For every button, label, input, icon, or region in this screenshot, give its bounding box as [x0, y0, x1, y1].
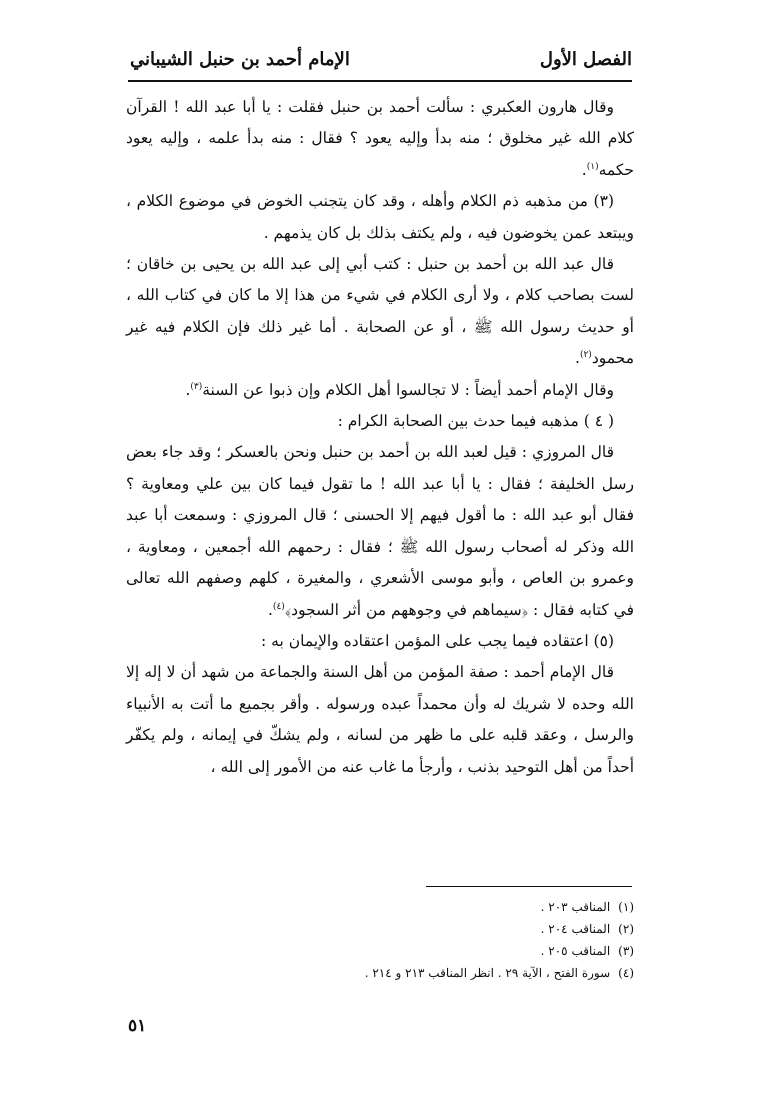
page-number: ٥١ — [128, 1016, 147, 1036]
paragraph-la-tujalisu: وقال الإمام أحمد أيضاً : لا تجالسوا أهل الكلام وإن ذبوا عن السنة$^{(٣)}$. — [185, 380, 614, 399]
footnote-ref-3: (٣) — [190, 381, 203, 392]
section-5-heading: (٥) اعتقاده فيما يجب على المؤمن اعتقاده والإيمان به : — [261, 631, 614, 650]
footnote-2: (٢) المناقب ٢٠٤ . — [540, 922, 634, 936]
header-divider — [128, 80, 632, 82]
paragraph-marwazi: قال المروزي : قيل لعبد الله بن أحمد بن حنبل ونحن بالعسكر ؛ وقد جاء بعض رسل الخليفة ؛ فقال : يا أبا عبد الله ! ما تقول فيما كان بين علي ومعاوية ؟ فقال أبو عبد الله : ما أقول فيهم إلا الحسنى ؛ قال المروزي : وسمعت أبا عبد الله وذكر له أصحاب رسول الله ﷺ ؛ فقال : رحمهم الله أجمعين ، ومعاوية ، وعمرو بن العاص ، وأبو موسى الأشعري ، والمغيرة ، كلهم وصفهم الله تعالى في كتابه فقال : ﴿سيماهم في وجوههم من أثر السجود﴾$^{(٤)}$. — [126, 443, 634, 619]
footnote-4: (٤) سورة الفتح ، الآية ٢٩ . انظر المناقب ٢١٣ و ٢١٤ . — [364, 966, 634, 980]
paragraph-sifat-al-mumin: قال الإمام أحمد : صفة المؤمن من أهل السنة والجماعة من شهد أن لا إله إلا الله وحده لا شريك له وأن محمداً عبده ورسوله . وأقر بجميع ما أتت به الأنبياء والرسل ، وعقد قلبه على ما ظهر من لسانه ، ولم يشكّ في إيمانه ، ولم يكفّر أحداً من أهل التوحيد بذنب ، وأرجأ ما غاب عنه من الأمور إلى الله ، — [126, 663, 634, 776]
section-4-heading: ( ٤ ) مذهبه فيما حدث بين الصحابة الكرام : — [337, 412, 614, 431]
footnote-1: (١) المناقب ٢٠٣ . — [540, 900, 634, 914]
main-text — [126, 92, 634, 783]
paragraph-abdullah: قال عبد الله بن أحمد بن حنبل : كتب أبي إلى عبد الله بن يحيى بن خاقان ؛ لست بصاحب كلام ، ولا أرى الكلام في شيء من هذا إلا ما كان في كتاب الله ، أو حديث رسول الله ﷺ ، أو عن الصحابة . أما غير ذلك فإن الكلام فيه غير محمود$^{(٢)}$. — [126, 255, 634, 368]
footnote-divider — [426, 886, 632, 887]
footnote-ref-1: (١) — [586, 161, 599, 172]
section-3-kalam: (٣) من مذهبه ذم الكلام وأهله ، وقد كان يتجنب الخوض في موضوع الكلام ، ويبتعد عمن يخوضون فيه ، ولم يكتف بذلك بل كان يذمهم . — [126, 192, 634, 242]
footnote-ref-2: (٢) — [579, 350, 592, 361]
paragraph-harun: وقال هارون العكبري : سألت أحمد بن حنبل فقلت : يا أبا عبد الله ! القرآن كلام الله غير مخلوق ؛ منه بدأ وإليه يعود ؟ فقال : منه بدأ علمه ، وإليه يعود حكمه$^{(١)}$. — [126, 98, 634, 179]
book-title: الإمام أحمد بن حنبل الشيباني — [130, 48, 350, 70]
footnote-ref-4: (٤) — [272, 601, 285, 612]
footnotes — [300, 896, 634, 984]
chapter-title: الفصل الأول — [539, 48, 632, 70]
footnote-3: (٣) المناقب ٢٠٥ . — [540, 944, 634, 958]
running-header — [130, 38, 632, 80]
